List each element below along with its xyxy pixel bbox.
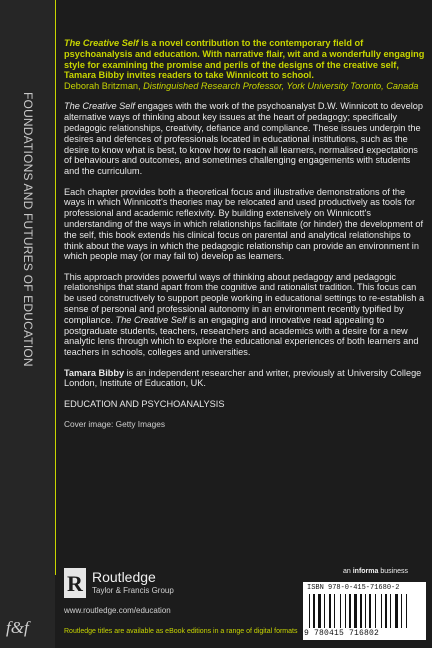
para1-text: engages with the work of the psychoanalyst D.W. Winnicott to develop alternative ways of thinking about key issues at the heart of pedagogy; specifically pedagogic relationships, creativity, defiance and compliance. These issues underpin the desires and defences of professionals located in educational institutions, such as the desire to know what is best, to know how to reach all learners, normalised expectations of behaviours and outcomes, and sometimes challenging engagements with students and the curriculum. — [64, 101, 424, 177]
author-bio — [64, 368, 426, 390]
blurb — [64, 38, 426, 439]
subject-category: EDUCATION AND PSYCHOANALYSIS — [64, 398, 225, 409]
quote-author: Deborah Britzman, — [64, 81, 144, 92]
publisher-group: Taylor & Francis Group — [92, 586, 174, 595]
routledge-logo-icon: R — [64, 568, 86, 598]
author-bio-text: is an independent researcher and writer, previously at University College London, Institute of Education, UK. — [64, 367, 422, 389]
description-paragraph-2: Each chapter provides both a theoretical focus and illustrative demonstrations of the ways in which Winnicott's theories may be relocated and used productively as tools for professional and academic reflexivity. By building extensively on Winnicott's understanding of the ways in which relationships facilitate (or hinder) the development of the self, this book extends his clinical focus on parental and analytical relationships to think about the ways in which the pedagogic relationship can provide an environment in which people may (or may fail to) develop as learners. — [64, 186, 424, 262]
quote-affiliation: Distinguished Research Professor, York University Toronto, Canada — [143, 81, 419, 92]
author-name: Tamara Bibby — [64, 367, 125, 378]
imprint-mark: f&f — [6, 618, 29, 637]
spine-divider — [55, 0, 56, 575]
quote-title: The Creative Self — [64, 38, 139, 48]
endorsement-quote — [64, 38, 426, 92]
publisher-name: Routledge — [92, 569, 156, 585]
para3-text-b: is an engaging and innovative read appealing to postgraduate students, teachers, researchers and academics with a desire for a new analytic lens through which to explore the educational experiences of both learners and teachers in schools, colleges and universities. — [64, 314, 419, 358]
para3-title: The Creative Self — [115, 314, 187, 325]
para1-title: The Creative Self — [64, 101, 135, 112]
barcode-bars — [309, 594, 420, 628]
isbn-label: ISBN 978-0-415-71680-2 — [307, 584, 400, 592]
series-title — [13, 92, 43, 532]
publisher-url: www.routledge.com/education — [64, 606, 171, 615]
quote-text: is a novel contribution to the contemporary field of psychoanalysis and education. With narrative flair, wit and a wonderfully engaging style for examining the promise and perils of the designs of the creative self, Tamara Bibby invites readers to take Winnicott to school. — [64, 38, 425, 81]
ebook-note: Routledge titles are available as eBook editions in a range of digital formats — [64, 628, 298, 635]
informa-business: an informa business — [343, 568, 408, 575]
isbn-barcode — [303, 582, 426, 640]
series-title-text: FOUNDATIONS AND FUTURES OF EDUCATION — [21, 92, 35, 367]
description-paragraph-3 — [64, 272, 426, 358]
cover-credit: Cover image: Getty Images — [64, 418, 165, 429]
description-paragraph-1 — [64, 101, 426, 177]
barcode-number: 9 780415 716802 — [304, 629, 380, 638]
quote-attribution — [64, 81, 426, 92]
para3-text-a: This approach provides powerful ways of thinking about pedagogy and pedagogic relationships that stand apart from the cognitive and rationalist tradition. This focus can be used constructively to support people working in educational settings to re-establish a sense of personal and professional autonomy in an environment recently typified by compliance. — [64, 271, 425, 325]
